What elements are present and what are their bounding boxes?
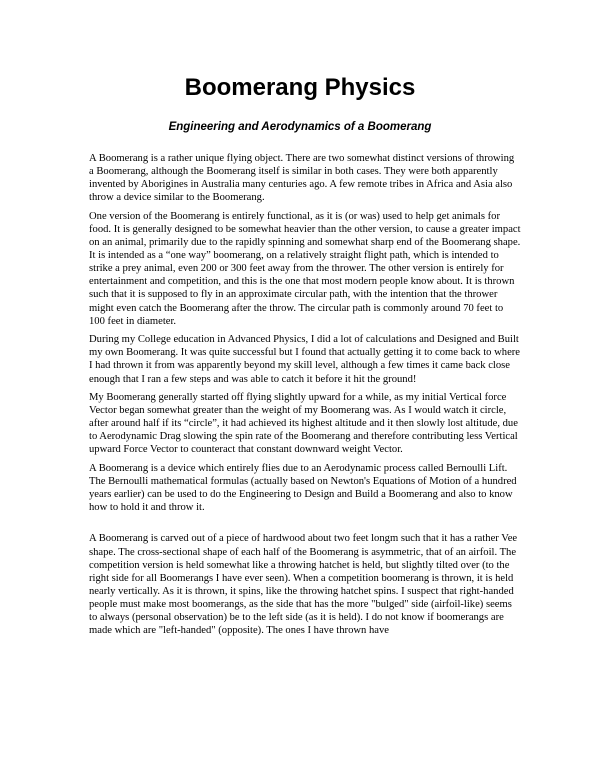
document-body [89, 152, 521, 643]
paragraph-versions: One version of the Boomerang is entirely functional, as it is (or was) used to help get animals for food. It is generally designed to be somewhat heavier than the other version, to cause a greater impact on an animal, primarily due to the rapidly spinning and somewhat sharp end of the Boomerang shape. It is intended as a “one way” boomerang, on a relatively straight flight path, which is intended to strike a prey animal, even 200 or 300 feet away from the thrower. The other version is entirely for entertainment and competition, and this is the one that most modern people know about. It is thrown such that it is supposed to fly in an approximate circular path, with the intention that the thrower might even catch the Boomerang after the throw. The circular path is commonly around 70 feet to 100 feet in diameter. [89, 210, 521, 327]
page-title: Boomerang Physics [184, 74, 416, 101]
paragraph-college: During my College education in Advanced Physics, I did a lot of calculations and Designed and Built my own Boomerang. It was quite successful but I found that actually getting it to come back to where I had thrown it from was apparently beyond my skill level, although a few times it came back close enough that I ran a few steps and was able to catch it before it hit the ground! [89, 334, 520, 385]
paragraph-construction: A Boomerang is carved out of a piece of hardwood about two feet longm such that it has a rather Vee shape. The cross-sectional shape of each half of the Boomerang is asymmetric, that of an airfoil. The competition version is held somewhat like a throwing hatchet is held, but slightly tilted over (to the right side for all Boomerangs I have ever seen). When a competition boomerang is thrown, it is held nearly vertically. As it is thrown, it spins, like the throwing hatchet spins. I suspect that right-handed people must make most boomerangs, as the side that has the more "bulged" side (airfoil-like) seems to always (personal observation) be to the left side (as it is held). I do not know if boomerangs are made which are "left-handed" (opposite). The ones I have thrown have [89, 533, 518, 637]
paragraph-intro: A Boomerang is a rather unique flying object. There are two somewhat distinct versions of throwing a Boomerang, although the Boomerang itself is similar in both cases. They were both apparently invented by Aborigines in Australia many centuries ago. A few remote tribes in Africa and Asia also throw a device similar to the Boomerang. [89, 153, 515, 204]
paragraph-bernoulli: A Boomerang is a device which entirely flies due to an Aerodynamic process called Bernoulli Lift. The Bernoulli mathematical formulas (actually based on Newton's Equations of Motion of a hundred years earlier) can be used to do the Engineering to Design and Build a Boomerang and also to know how to hold it and throw it. [89, 463, 517, 514]
paragraph-flight: My Boomerang generally started off flying slightly upward for a while, as my initial Vertical force Vector began somewhat greater than the weight of my Boomerang was. As I would watch it circle, after around half if its “circle”, it had achieved its highest altitude and it then slowly lost altitude, due to Aerodynamic Drag slowing the spin rate of the Boomerang and therefore contributing less Vertical upward Force Vector to counteract that constant downward weight Vector. [89, 392, 518, 456]
page-subtitle: Engineering and Aerodynamics of a Boomerang [168, 121, 432, 133]
